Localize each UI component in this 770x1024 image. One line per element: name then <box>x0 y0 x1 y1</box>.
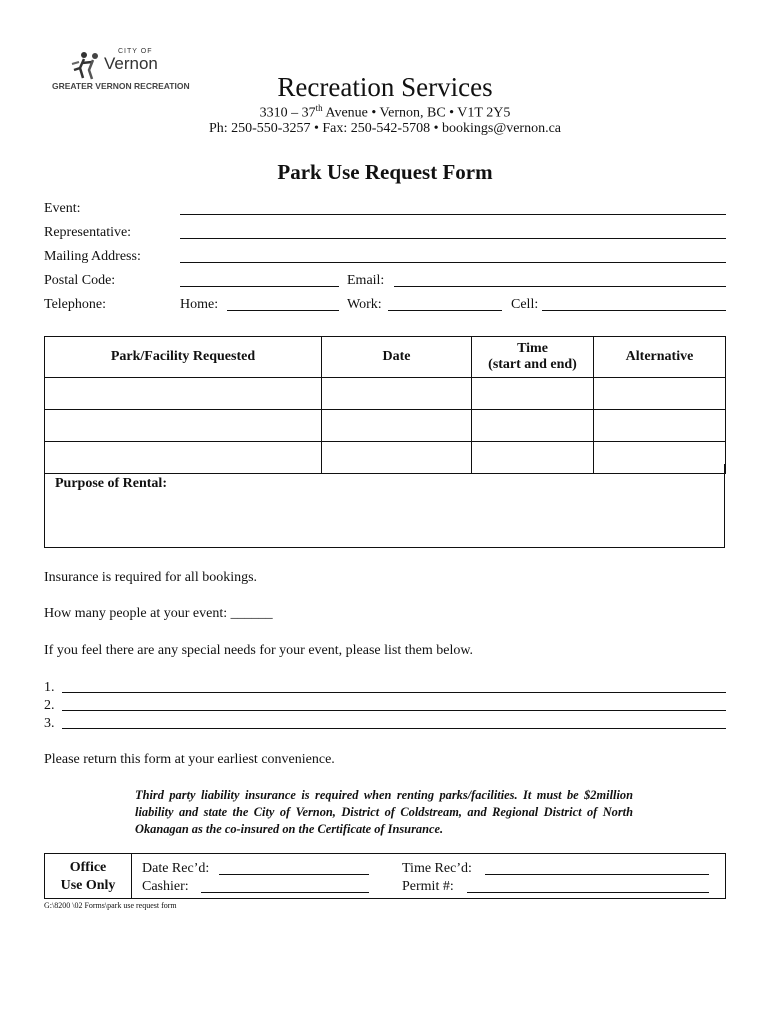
page-title: Recreation Services <box>277 72 493 102</box>
table-row <box>45 378 726 410</box>
liability-insurance-notice: Third party liability insurance is required when renting parks/facilities. It must be $2million liability and state the City of Vernon, District of Coldstream, and Regional District of North Okanagan as the co-insured on the Certificate of Insurance. <box>135 788 633 836</box>
office-use-line1: Office <box>69 860 107 875</box>
email-label: Email: <box>347 273 385 288</box>
office-use-divider <box>131 854 132 898</box>
special-needs-note: If you feel there are any special needs for your event, please list them below. <box>44 643 474 658</box>
event-field[interactable] <box>180 214 726 215</box>
column-header-park: Park/Facility Requested <box>45 337 322 378</box>
office-use-label <box>45 859 131 895</box>
table-row <box>45 410 726 442</box>
form-title: Park Use Request Form <box>277 160 493 184</box>
people-count-question: How many people at your event: ______ <box>44 606 273 621</box>
alternative-cell[interactable] <box>594 410 726 442</box>
alternative-cell[interactable] <box>594 378 726 410</box>
time-cell[interactable] <box>472 378 594 410</box>
logo-city-text: CITY OF <box>118 48 153 55</box>
park-cell[interactable] <box>45 378 322 410</box>
logo-tagline: GREATER VERNON RECREATION <box>52 81 190 91</box>
column-header-time <box>472 337 594 378</box>
cell-phone-label: Cell: <box>511 297 539 312</box>
address <box>0 103 770 122</box>
cell-phone-field[interactable] <box>542 310 726 311</box>
date-cell[interactable] <box>322 410 472 442</box>
special-need-number-2: 2. <box>44 698 55 713</box>
event-label: Event: <box>44 201 81 216</box>
column-header-date: Date <box>322 337 472 378</box>
table-header-row <box>45 337 726 378</box>
office-use-line2: Use Only <box>60 878 116 893</box>
return-instruction: Please return this form at your earliest convenience. <box>44 752 335 767</box>
representative-field[interactable] <box>180 238 726 239</box>
home-phone-label: Home: <box>180 297 219 312</box>
postal-code-label: Postal Code: <box>44 273 116 288</box>
permit-number-label: Permit #: <box>402 879 454 894</box>
park-cell[interactable] <box>45 410 322 442</box>
address-city: Avenue • Vernon, BC • V1T 2Y5 <box>322 105 511 121</box>
email-field[interactable] <box>394 286 726 287</box>
time-received-label: Time Rec’d: <box>402 861 472 876</box>
date-received-field[interactable] <box>219 874 369 875</box>
contact-info: Ph: 250-550-3257 • Fax: 250-542-5708 • bookings@vernon.ca <box>208 121 562 136</box>
insurance-note: Insurance is required for all bookings. <box>44 570 258 585</box>
home-phone-field[interactable] <box>227 310 339 311</box>
purpose-of-rental-label: Purpose of Rental: <box>55 476 167 491</box>
mailing-address-field[interactable] <box>180 262 726 263</box>
representative-label: Representative: <box>44 225 132 240</box>
special-need-number-3: 3. <box>44 716 55 731</box>
time-header-subtext: (start and end) <box>488 357 577 372</box>
special-need-number-1: 1. <box>44 680 55 695</box>
mailing-address-label: Mailing Address: <box>44 249 141 264</box>
work-phone-field[interactable] <box>388 310 502 311</box>
time-header-text: Time <box>517 341 548 356</box>
special-need-line-1[interactable] <box>62 692 726 693</box>
special-need-line-2[interactable] <box>62 710 726 711</box>
office-use-box <box>44 853 726 899</box>
cashier-label: Cashier: <box>142 879 189 894</box>
date-received-label: Date Rec’d: <box>142 861 210 876</box>
address-street: 3310 – 37 <box>259 105 316 121</box>
cashier-field[interactable] <box>201 892 369 893</box>
address-ordinal: th <box>315 103 323 113</box>
logo-vernon-text: Vernon <box>104 54 158 73</box>
file-path-footer: G:\8200 \02 Forms\park use request form <box>44 901 177 910</box>
purpose-of-rental-box[interactable] <box>44 464 725 548</box>
postal-code-field[interactable] <box>180 286 339 287</box>
special-need-line-3[interactable] <box>62 728 726 729</box>
time-received-field[interactable] <box>485 874 709 875</box>
facility-request-table <box>44 336 726 474</box>
telephone-label: Telephone: <box>44 297 106 312</box>
work-phone-label: Work: <box>347 297 382 312</box>
time-cell[interactable] <box>472 410 594 442</box>
column-header-alternative: Alternative <box>594 337 726 378</box>
date-cell[interactable] <box>322 378 472 410</box>
permit-number-field[interactable] <box>467 892 709 893</box>
